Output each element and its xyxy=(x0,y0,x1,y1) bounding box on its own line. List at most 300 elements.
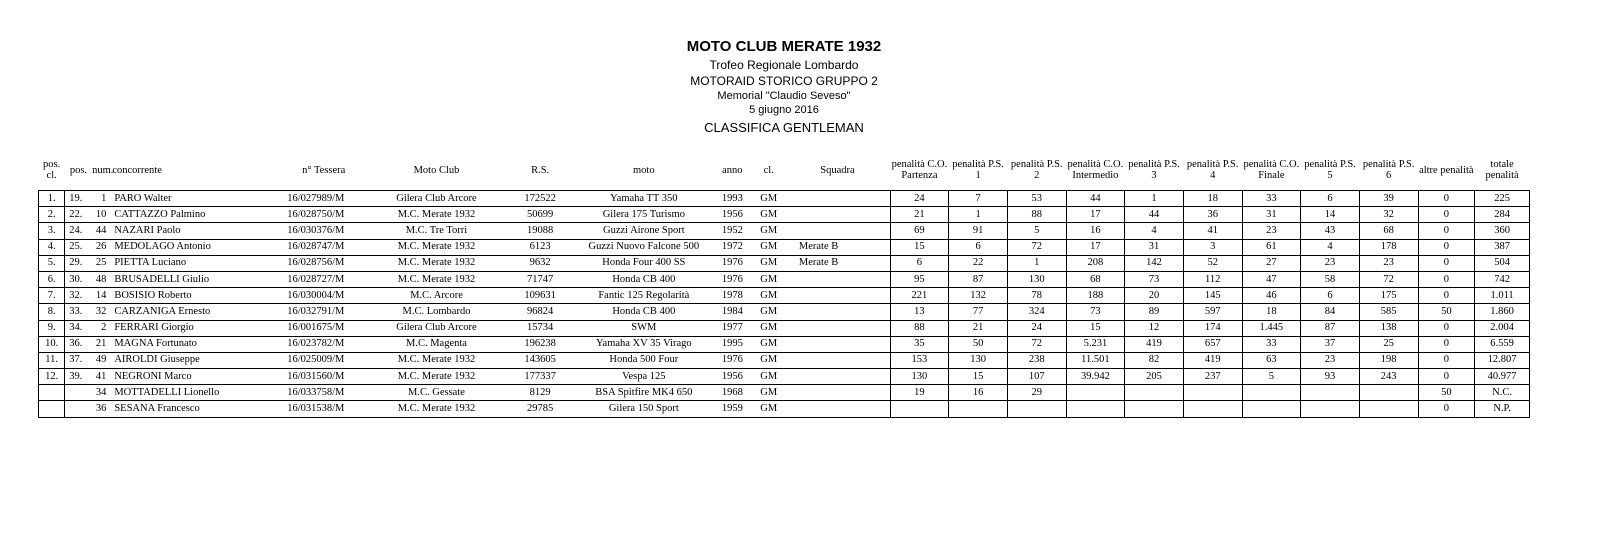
cell-pos: 22. xyxy=(69,208,83,220)
cell-moto: Guzzi Airone Sport xyxy=(602,224,685,236)
cell-altre: 0 xyxy=(1418,255,1475,271)
cell-tessera: 16/023782/M xyxy=(287,338,345,350)
cell-co-intermedio xyxy=(1066,385,1125,401)
table-row xyxy=(39,223,1530,239)
cell-ps3: 4 xyxy=(1125,223,1184,239)
cell-ps5: 84 xyxy=(1301,304,1360,320)
page-title: MOTO CLUB MERATE 1932 xyxy=(686,38,882,55)
cell-club: M.C. Merate 1932 xyxy=(397,403,476,415)
cell-concorrente: CATTAZZO Palmino xyxy=(114,208,206,220)
cell-co-intermedio: 68 xyxy=(1066,271,1125,287)
cell-co-intermedio: 17 xyxy=(1066,239,1125,255)
cell-club: Gilera Club Arcore xyxy=(396,192,477,204)
cell-ps4: 145 xyxy=(1183,288,1242,304)
cell-ps4: 419 xyxy=(1183,352,1242,368)
cell-squadra xyxy=(785,304,890,320)
cell-pos: 25. xyxy=(69,241,83,253)
cell-ps2: 324 xyxy=(1007,304,1066,320)
cell-num: 41 xyxy=(95,370,107,382)
cell-altre: 0 xyxy=(1418,207,1475,223)
cell-concorrente: PIETTA Luciano xyxy=(114,257,187,269)
cell-concorrente: BOSISIO Roberto xyxy=(114,289,192,301)
col-header-club: Moto Club xyxy=(413,164,460,176)
col-header-co-partenza: penalità C.O. Partenza xyxy=(891,159,948,181)
cell-squadra xyxy=(785,352,890,368)
cell-altre: 50 xyxy=(1418,304,1475,320)
cell-club: M.C. Merate 1932 xyxy=(397,273,476,285)
cell-tessera: 16/001675/M xyxy=(287,322,345,334)
col-header-ps5: penalità P.S. 5 xyxy=(1304,159,1356,181)
cell-club: M.C. Merate 1932 xyxy=(397,354,476,366)
cell-rs: 15734 xyxy=(527,322,554,334)
cell-cl: GM xyxy=(760,208,778,220)
cell-ps6 xyxy=(1359,385,1418,401)
cell-concorrente: AIROLDI Giuseppe xyxy=(114,354,200,366)
cell-co-partenza: 19 xyxy=(890,385,949,401)
col-header-concorrente: concorrente xyxy=(112,164,162,176)
cell-ps4: 18 xyxy=(1183,191,1242,207)
cell-ps2: 1 xyxy=(1007,255,1066,271)
cell-ps1: 21 xyxy=(949,320,1008,336)
cell-ps3 xyxy=(1125,385,1184,401)
cell-ps3: 44 xyxy=(1125,207,1184,223)
cell-cl: GM xyxy=(760,257,778,269)
cell-ps1: 6 xyxy=(949,239,1008,255)
cell-co-partenza: 221 xyxy=(890,288,949,304)
cell-cl: GM xyxy=(760,305,778,317)
cell-squadra xyxy=(785,271,890,287)
cell-totale: 225 xyxy=(1475,191,1530,207)
cell-co-intermedio xyxy=(1066,401,1125,417)
subtitle-motoraid: MOTORAID STORICO GRUPPO 2 xyxy=(690,74,878,88)
cell-ps4: 237 xyxy=(1183,369,1242,385)
cell-rs: 19088 xyxy=(527,224,554,236)
cell-co-partenza: 24 xyxy=(890,191,949,207)
cell-ps5: 6 xyxy=(1301,288,1360,304)
col-header-ps3: penalità P.S. 3 xyxy=(1128,159,1180,181)
cell-club: M.C. Merate 1932 xyxy=(397,208,476,220)
cell-ps5 xyxy=(1301,385,1360,401)
cell-ps6: 25 xyxy=(1359,336,1418,352)
cell-altre: 0 xyxy=(1418,320,1475,336)
cell-rs: 196238 xyxy=(524,338,556,350)
cell-pos: 30. xyxy=(69,273,83,285)
table-row xyxy=(39,255,1530,271)
col-header-totale: totale penalità xyxy=(1485,159,1519,181)
cell-co-finale: 33 xyxy=(1242,191,1301,207)
cell-squadra xyxy=(785,369,890,385)
cell-num: 14 xyxy=(95,289,107,301)
cell-ps1: 132 xyxy=(949,288,1008,304)
cell-rs: 9632 xyxy=(529,257,551,269)
cell-pos-cl: 5. xyxy=(39,255,65,271)
table-row xyxy=(39,239,1530,255)
cell-co-partenza xyxy=(890,401,949,417)
cell-rs: 8129 xyxy=(529,386,551,398)
cell-ps3: 419 xyxy=(1125,336,1184,352)
table-row xyxy=(39,320,1530,336)
cell-squadra xyxy=(785,385,890,401)
cell-pos-cl: 2. xyxy=(39,207,65,223)
cell-ps6: 585 xyxy=(1359,304,1418,320)
table-row xyxy=(39,352,1530,368)
cell-altre: 0 xyxy=(1418,191,1475,207)
cell-totale: 742 xyxy=(1475,271,1530,287)
cell-anno: 1959 xyxy=(721,403,743,415)
cell-ps5: 23 xyxy=(1301,255,1360,271)
results-body xyxy=(39,191,1530,418)
cell-squadra: Merate B xyxy=(798,257,839,269)
cell-concorrente: FERRARI Giorgio xyxy=(114,322,194,334)
subtitle-date: 5 giugno 2016 xyxy=(749,104,819,116)
cell-ps3 xyxy=(1125,401,1184,417)
cell-ps6: 68 xyxy=(1359,223,1418,239)
cell-ps3: 12 xyxy=(1125,320,1184,336)
col-header-altre: altre penalità xyxy=(1419,164,1474,176)
cell-ps2 xyxy=(1007,401,1066,417)
cell-ps4: 3 xyxy=(1183,239,1242,255)
cell-squadra xyxy=(785,207,890,223)
cell-ps1: 22 xyxy=(949,255,1008,271)
cell-ps1 xyxy=(949,401,1008,417)
cell-co-partenza: 35 xyxy=(890,336,949,352)
cell-ps4 xyxy=(1183,401,1242,417)
cell-pos-cl: 7. xyxy=(39,288,65,304)
cell-cl: GM xyxy=(760,224,778,236)
cell-squadra xyxy=(785,320,890,336)
cell-totale: 360 xyxy=(1475,223,1530,239)
cell-pos-cl: 12. xyxy=(39,369,65,385)
cell-moto: Honda CB 400 xyxy=(612,305,676,317)
cell-ps5: 93 xyxy=(1301,369,1360,385)
cell-co-finale: 23 xyxy=(1242,223,1301,239)
subtitle-trofeo: Trofeo Regionale Lombardo xyxy=(709,58,859,72)
cell-moto: Guzzi Nuovo Falcone 500 xyxy=(588,241,700,253)
cell-ps4 xyxy=(1183,385,1242,401)
cell-totale: 6.559 xyxy=(1475,336,1530,352)
col-header-ps4: penalità P.S. 4 xyxy=(1186,159,1239,181)
cell-ps6 xyxy=(1359,401,1418,417)
cell-squadra xyxy=(785,223,890,239)
cell-num: 44 xyxy=(95,224,107,236)
cell-altre: 0 xyxy=(1418,223,1475,239)
cell-ps1: 1 xyxy=(949,207,1008,223)
cell-club: M.C. Arcore xyxy=(410,289,463,301)
cell-ps1: 50 xyxy=(949,336,1008,352)
cell-altre: 0 xyxy=(1418,271,1475,287)
cell-ps3: 31 xyxy=(1125,239,1184,255)
cell-pos: 34. xyxy=(69,322,83,334)
cell-anno: 1972 xyxy=(721,241,743,253)
cell-rs: 177337 xyxy=(524,370,556,382)
cell-altre: 50 xyxy=(1418,385,1475,401)
col-header-pos: pos. xyxy=(69,164,88,176)
cell-ps2: 5 xyxy=(1007,223,1066,239)
cell-ps6: 175 xyxy=(1359,288,1418,304)
cell-ps1: 15 xyxy=(949,369,1008,385)
cell-club: M.C. Merate 1932 xyxy=(397,241,476,253)
cell-anno: 1976 xyxy=(721,354,743,366)
cell-co-partenza: 153 xyxy=(890,352,949,368)
cell-tessera: 16/028747/M xyxy=(287,241,345,253)
subtitle-classifica: CLASSIFICA GENTLEMAN xyxy=(704,120,864,135)
col-header-anno: anno xyxy=(722,164,743,176)
cell-rs: 29785 xyxy=(527,403,554,415)
cell-totale: 504 xyxy=(1475,255,1530,271)
cell-altre: 0 xyxy=(1418,401,1475,417)
cell-cl: GM xyxy=(760,241,778,253)
table-row xyxy=(39,385,1530,401)
table-header-row xyxy=(39,150,1530,191)
cell-altre: 0 xyxy=(1418,352,1475,368)
cell-concorrente: MEDOLAGO Antonio xyxy=(114,241,211,253)
cell-pos-cl: 6. xyxy=(39,271,65,287)
cell-co-finale: 61 xyxy=(1242,239,1301,255)
cell-altre: 0 xyxy=(1418,239,1475,255)
cell-club: M.C. Merate 1932 xyxy=(397,257,476,269)
cell-tessera: 16/028727/M xyxy=(287,273,345,285)
col-header-moto: moto xyxy=(633,164,655,176)
table-row xyxy=(39,304,1530,320)
cell-cl: GM xyxy=(760,403,778,415)
cell-moto: Gilera 150 Sport xyxy=(608,403,679,415)
cell-anno: 1993 xyxy=(721,192,743,204)
cell-ps6: 39 xyxy=(1359,191,1418,207)
cell-ps6: 198 xyxy=(1359,352,1418,368)
cell-pos-cl: 4. xyxy=(39,239,65,255)
cell-anno: 1976 xyxy=(721,257,743,269)
cell-squadra xyxy=(785,401,890,417)
cell-ps3: 89 xyxy=(1125,304,1184,320)
col-header-num: num. xyxy=(92,164,114,176)
table-row xyxy=(39,369,1530,385)
cell-ps1: 91 xyxy=(949,223,1008,239)
cell-moto: Honda Four 400 SS xyxy=(602,257,686,269)
cell-moto: Vespa 125 xyxy=(622,370,666,382)
cell-ps4: 112 xyxy=(1183,271,1242,287)
cell-ps4: 52 xyxy=(1183,255,1242,271)
cell-ps5 xyxy=(1301,401,1360,417)
cell-tessera: 16/030376/M xyxy=(287,224,345,236)
cell-ps4: 174 xyxy=(1183,320,1242,336)
cell-pos: 32. xyxy=(69,289,83,301)
cell-anno: 1977 xyxy=(721,322,743,334)
cell-ps2: 238 xyxy=(1007,352,1066,368)
cell-club: Gilera Club Arcore xyxy=(396,322,477,334)
table-row xyxy=(39,207,1530,223)
cell-co-intermedio: 208 xyxy=(1066,255,1125,271)
cell-ps3: 1 xyxy=(1125,191,1184,207)
cell-totale: 2.004 xyxy=(1475,320,1530,336)
cell-co-intermedio: 5.231 xyxy=(1066,336,1125,352)
cell-tessera: 16/028756/M xyxy=(287,257,345,269)
cell-cl: GM xyxy=(760,386,778,398)
cell-ps5: 4 xyxy=(1301,239,1360,255)
cell-concorrente: PARO Walter xyxy=(114,192,172,204)
cell-ps4: 657 xyxy=(1183,336,1242,352)
cell-moto: Fantic 125 Regolarità xyxy=(598,289,690,301)
cell-ps6: 72 xyxy=(1359,271,1418,287)
cell-ps4: 597 xyxy=(1183,304,1242,320)
cell-ps5: 87 xyxy=(1301,320,1360,336)
cell-moto: BSA Spitfire MK4 650 xyxy=(595,386,693,398)
cell-pos: 29. xyxy=(69,257,83,269)
cell-ps6: 138 xyxy=(1359,320,1418,336)
cell-pos-cl: 9. xyxy=(39,320,65,336)
cell-pos: 33. xyxy=(69,305,83,317)
cell-co-partenza: 69 xyxy=(890,223,949,239)
cell-ps6: 32 xyxy=(1359,207,1418,223)
cell-co-intermedio: 188 xyxy=(1066,288,1125,304)
cell-anno: 1984 xyxy=(721,305,743,317)
cell-num: 25 xyxy=(95,257,107,269)
cell-num: 21 xyxy=(95,338,107,350)
col-header-ps1: penalità P.S. 1 xyxy=(952,159,1004,181)
cell-pos: 19. xyxy=(69,192,83,204)
cell-pos-cl: 8. xyxy=(39,304,65,320)
cell-rs: 71747 xyxy=(527,273,554,285)
cell-rs: 6123 xyxy=(529,241,551,253)
cell-squadra xyxy=(785,336,890,352)
cell-ps2: 24 xyxy=(1007,320,1066,336)
cell-tessera: 16/032791/M xyxy=(287,305,345,317)
cell-totale: 284 xyxy=(1475,207,1530,223)
cell-anno: 1995 xyxy=(721,338,743,350)
table-row xyxy=(39,288,1530,304)
cell-co-intermedio: 44 xyxy=(1066,191,1125,207)
cell-co-finale xyxy=(1242,385,1301,401)
cell-cl: GM xyxy=(760,338,778,350)
cell-co-finale: 47 xyxy=(1242,271,1301,287)
col-header-pos-cl: pos. cl. xyxy=(43,159,61,181)
cell-co-partenza: 95 xyxy=(890,271,949,287)
col-header-cl: cl. xyxy=(763,164,774,176)
cell-altre: 0 xyxy=(1418,369,1475,385)
cell-anno: 1978 xyxy=(721,289,743,301)
cell-ps3: 142 xyxy=(1125,255,1184,271)
cell-pos: 24. xyxy=(69,224,83,236)
cell-ps3: 82 xyxy=(1125,352,1184,368)
cell-num: 48 xyxy=(95,273,107,285)
cell-club: M.C. Merate 1932 xyxy=(397,370,476,382)
table-row xyxy=(39,336,1530,352)
cell-ps3: 205 xyxy=(1125,369,1184,385)
cell-tessera: 16/031560/M xyxy=(287,370,345,382)
cell-anno: 1952 xyxy=(721,224,743,236)
cell-co-finale: 46 xyxy=(1242,288,1301,304)
cell-num: 32 xyxy=(95,305,107,317)
cell-altre: 0 xyxy=(1418,336,1475,352)
cell-squadra: Merate B xyxy=(798,241,839,253)
cell-rs: 50699 xyxy=(527,208,554,220)
cell-ps5: 23 xyxy=(1301,352,1360,368)
cell-co-finale: 31 xyxy=(1242,207,1301,223)
cell-co-finale: 33 xyxy=(1242,336,1301,352)
cell-concorrente: SESANA Francesco xyxy=(114,403,200,415)
cell-num: 10 xyxy=(95,208,107,220)
cell-tessera: 16/028750/M xyxy=(287,208,345,220)
cell-totale: N.C. xyxy=(1475,385,1530,401)
table-row xyxy=(39,401,1530,417)
cell-club: M.C. Lombardo xyxy=(402,305,471,317)
cell-ps3: 73 xyxy=(1125,271,1184,287)
cell-co-finale: 1.445 xyxy=(1242,320,1301,336)
cell-totale: 40.977 xyxy=(1475,369,1530,385)
cell-co-intermedio: 15 xyxy=(1066,320,1125,336)
cell-co-partenza: 13 xyxy=(890,304,949,320)
cell-pos-cl: 10. xyxy=(39,336,65,352)
cell-ps4: 41 xyxy=(1183,223,1242,239)
cell-rs: 143605 xyxy=(524,354,556,366)
cell-num: 26 xyxy=(95,241,107,253)
cell-club: M.C. Tre Torri xyxy=(405,224,468,236)
col-header-tessera: n° Tessera xyxy=(302,164,346,176)
cell-co-partenza: 88 xyxy=(890,320,949,336)
cell-moto: Yamaha TT 350 xyxy=(610,192,678,204)
cell-num: 49 xyxy=(95,354,107,366)
cell-tessera: 16/030004/M xyxy=(287,289,345,301)
cell-cl: GM xyxy=(760,273,778,285)
cell-co-intermedio: 16 xyxy=(1066,223,1125,239)
cell-cl: GM xyxy=(760,370,778,382)
cell-anno: 1956 xyxy=(721,208,743,220)
cell-ps2: 107 xyxy=(1007,369,1066,385)
cell-pos-cl xyxy=(39,401,65,417)
cell-ps4: 36 xyxy=(1183,207,1242,223)
cell-co-intermedio: 73 xyxy=(1066,304,1125,320)
cell-ps2: 29 xyxy=(1007,385,1066,401)
cell-pos xyxy=(65,401,92,417)
cell-pos-cl: 3. xyxy=(39,223,65,239)
cell-num: 1 xyxy=(101,192,107,204)
cell-moto: Gilera 175 Turismo xyxy=(602,208,685,220)
cell-totale: 387 xyxy=(1475,239,1530,255)
cell-co-intermedio: 17 xyxy=(1066,207,1125,223)
cell-cl: GM xyxy=(760,192,778,204)
col-header-rs: R.S. xyxy=(531,164,550,176)
cell-totale: N.P. xyxy=(1475,401,1530,417)
cell-club: M.C. Gessate xyxy=(408,386,465,398)
cell-moto: Honda CB 400 xyxy=(612,273,676,285)
col-header-squadra: Squadra xyxy=(820,164,855,176)
cell-ps1: 77 xyxy=(949,304,1008,320)
cell-rs: 109631 xyxy=(524,289,556,301)
cell-co-partenza: 6 xyxy=(890,255,949,271)
col-header-co-finale: penalità C.O. Finale xyxy=(1243,159,1300,181)
cell-concorrente: MOTTADELLI Lionello xyxy=(114,386,220,398)
cell-totale: 1.011 xyxy=(1475,288,1530,304)
cell-pos: 37. xyxy=(69,354,83,366)
cell-pos-cl: 1. xyxy=(39,191,65,207)
cell-ps1: 7 xyxy=(949,191,1008,207)
cell-ps5: 6 xyxy=(1301,191,1360,207)
cell-ps1: 16 xyxy=(949,385,1008,401)
table-row xyxy=(39,191,1530,207)
cell-rs: 172522 xyxy=(524,192,556,204)
cell-ps1: 130 xyxy=(949,352,1008,368)
cell-co-finale: 18 xyxy=(1242,304,1301,320)
cell-co-finale xyxy=(1242,401,1301,417)
cell-ps3: 20 xyxy=(1125,288,1184,304)
cell-co-finale: 5 xyxy=(1242,369,1301,385)
cell-anno: 1956 xyxy=(721,370,743,382)
cell-totale: 12.807 xyxy=(1475,352,1530,368)
cell-co-intermedio: 39.942 xyxy=(1066,369,1125,385)
cell-ps6: 178 xyxy=(1359,239,1418,255)
cell-totale: 1.860 xyxy=(1475,304,1530,320)
cell-concorrente: MAGNA Fortunato xyxy=(114,338,197,350)
cell-ps5: 14 xyxy=(1301,207,1360,223)
